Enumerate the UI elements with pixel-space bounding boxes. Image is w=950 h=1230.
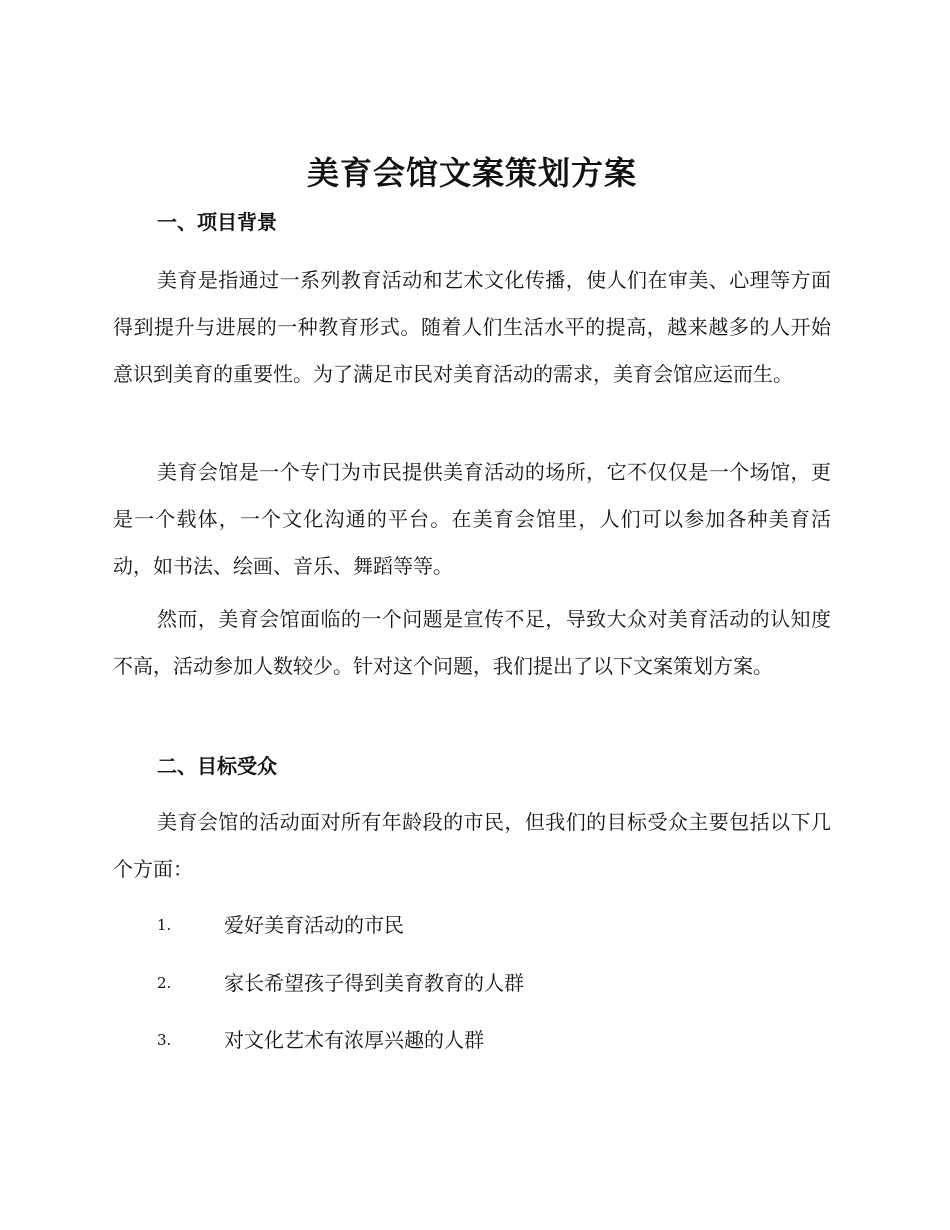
list-text: 对文化艺术有浓厚兴趣的人群 [224,1028,484,1052]
list-number: 2. [157,974,172,992]
document-title: 美育会馆文案策划方案 [306,154,637,192]
list-number: 3. [157,1031,172,1049]
list-item [157,1025,831,1055]
list-item [157,910,831,940]
list-text: 家长希望孩子得到美育教育的人群 [224,971,524,995]
list-number: 1. [157,916,172,934]
section-heading-background: 一、项目背景 [157,210,277,234]
paragraph-background-2: 美育会馆是一个专门为市民提供美育活动的场所，它不仅仅是一个场馆，更是一个载体，一个文化沟通的平台。在美育会馆里，人们可以参加各种美育活动，如书法、绘画、音乐、舞蹈等等。 [113,460,831,578]
paragraph-background-1: 美育是指通过一系列教育活动和艺术文化传播，使人们在审美、心理等方面得到提升与进展的一种教育形式。随着人们生活水平的提高，越来越多的人开始意识到美育的重要性。为了满足市民对美育活动的需求，美育会馆应运而生。 [113,268,831,386]
paragraph-audience-intro: 美育会馆的活动面对所有年龄段的市民，但我们的目标受众主要包括以下几个方面： [113,810,831,881]
section-heading-audience: 二、目标受众 [157,754,277,778]
document-page [113,0,831,1230]
list-item [157,968,831,998]
list-text: 爱好美育活动的市民 [224,913,404,937]
paragraph-background-3: 然而，美育会馆面临的一个问题是宣传不足，导致大众对美育活动的认知度不高，活动参加人数较少。针对这个问题，我们提出了以下文案策划方案。 [113,607,831,678]
